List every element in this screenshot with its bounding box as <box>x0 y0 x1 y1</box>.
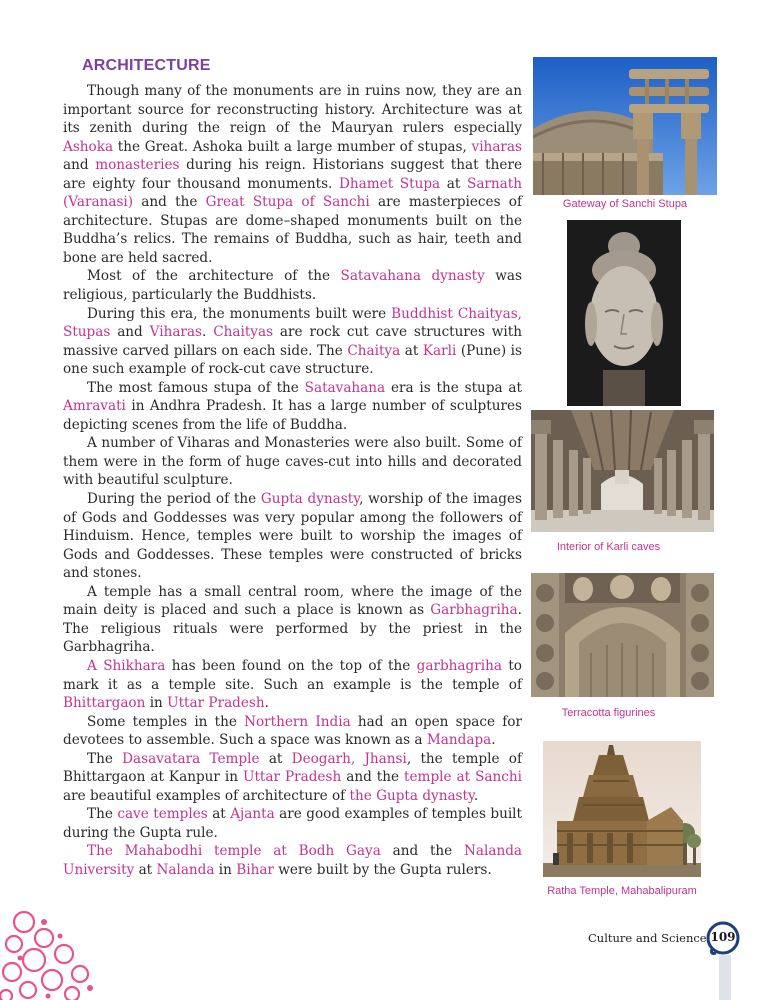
text-run: in <box>145 695 168 712</box>
text-run: at <box>400 342 423 359</box>
terracotta-photo <box>531 573 714 697</box>
highlighted-term: Gupta dynasty <box>260 491 360 508</box>
highlighted-term: monasteries <box>95 157 180 174</box>
paragraph <box>63 267 522 304</box>
highlighted-term: Dasavatara Temple <box>122 750 260 767</box>
text-run: The <box>87 750 123 767</box>
text-run: . <box>473 787 479 804</box>
highlighted-term: Bhittargaon <box>63 695 146 712</box>
text-run: era is the stupa at <box>385 379 522 396</box>
highlighted-term: Deogarh, Jhansi <box>291 750 407 767</box>
text-run: during his reign. Historians suggest that there are eighty four thousand monuments. <box>63 157 522 192</box>
text-run: are beautiful examples of architecture of <box>63 787 350 804</box>
text-run: and <box>63 157 96 174</box>
text-run: (Pune) is one such example of rock-cut cave structure. <box>63 342 522 378</box>
text-run: . <box>202 324 214 341</box>
paragraph <box>63 657 522 713</box>
highlighted-term: Garbhagriha <box>430 602 518 619</box>
highlighted-term: Uttar Pradesh <box>167 695 265 712</box>
text-run: are good examples of temples built during the Gupta rule. <box>63 806 522 841</box>
caption-sanchi: Gateway of Sanchi Stupa <box>562 198 688 210</box>
highlighted-term: A Shikhara <box>87 657 166 674</box>
text-run: The most famous stupa of the <box>87 379 305 396</box>
paragraph <box>63 583 522 657</box>
page-edge-strip <box>719 955 731 1000</box>
text-run: at <box>207 806 231 823</box>
text-run: in Andhra Pradesh. It has a large number of sculptures depicting scenes from the life of Buddha. <box>63 398 522 433</box>
text-run: . The religious rituals were performed by the priest in the Garbhagriha. <box>63 602 522 656</box>
text-run: at <box>440 175 467 192</box>
ratha-temple-photo <box>543 741 701 877</box>
highlighted-term: Great Stupa of Sanchi <box>205 194 370 211</box>
highlighted-term: Nalanda <box>156 861 215 878</box>
highlighted-term: Mandapa <box>426 732 492 749</box>
text-run: had an open space for devotees to assemble. Such a space was known as a <box>63 713 522 749</box>
text-run: were built by the Gupta rulers. <box>273 861 492 878</box>
highlighted-term: Satavahana <box>304 379 386 396</box>
highlighted-term: viharas <box>471 138 522 155</box>
highlighted-term: Bihar <box>236 861 274 878</box>
highlighted-term: The Mahabodhi temple at Bodh Gaya <box>87 843 381 860</box>
text-run: Though many of the monuments are in ruins now, they are an important source for reconstructing history. Architecture was at its zenith during the reign of the Mauryan rulers especially <box>63 83 522 137</box>
highlighted-term: Amravati <box>63 398 126 415</box>
highlighted-term: Viharas <box>149 324 203 341</box>
text-run: Some temples in the <box>87 713 245 730</box>
text-run: at <box>259 750 292 767</box>
highlighted-term: Karli <box>422 342 457 359</box>
text-run: During this era, the monuments built were <box>87 305 392 322</box>
footer-label: Culture and Science <box>588 931 707 945</box>
text-run: , worship of the images of Gods and Goddesses was very popular among the followers of Hinduism. Hence, temples were built to worship the images of Gods and Goddesses. These temples were constructed of bricks and stones. <box>63 491 523 582</box>
paragraph <box>63 379 522 435</box>
body-text <box>63 82 522 880</box>
text-run: was religious, particularly the Buddhists. <box>63 268 522 304</box>
highlighted-term: Uttar Pradesh <box>243 769 342 786</box>
highlighted-term: cave temples <box>117 806 208 823</box>
karli-caves-photo <box>531 410 714 532</box>
text-run: are masterpieces of architecture. Stupas are dome–shaped monuments built on the Buddha’s relics. The remains of Buddha, such as hair, teeth and bone are held sacred. <box>63 194 523 266</box>
text-run: A temple has a small central room, where the image of the main deity is placed and such a place is known as <box>63 583 522 619</box>
text-run: A number of Viharas and Monasteries were also built. Some of them were in the form of huge caves-cut into hills and decorated with beautiful sculpture. <box>63 435 522 489</box>
caption-terracotta: Terracotta figurines <box>561 707 656 719</box>
paragraph <box>63 713 522 750</box>
text-run: . <box>264 695 269 712</box>
highlighted-term: temple at Sanchi <box>404 769 522 786</box>
text-run: The <box>87 806 118 823</box>
section-heading: ARCHITECTURE <box>82 57 211 74</box>
page-number: 109 <box>710 930 736 944</box>
highlighted-term: Ajanta <box>230 806 275 823</box>
text-run: in <box>214 861 237 878</box>
text-run: and the <box>133 194 206 211</box>
text-run: and the <box>380 843 464 860</box>
highlighted-term: Ashoka <box>63 138 114 155</box>
highlighted-term: Northern India <box>244 713 351 730</box>
text-run: has been found on the top of the <box>165 657 417 674</box>
highlighted-term: Buddhist Chaityas, Stupas <box>63 305 522 341</box>
decorative-circles-icon <box>0 902 110 1000</box>
caption-ratha: Ratha Temple, Mahabalipuram <box>547 885 697 897</box>
text-run: to mark it as a temple site. Such an example is the temple of <box>63 657 522 693</box>
highlighted-term: garbhagriha <box>416 657 502 674</box>
text-run: and the <box>341 769 405 786</box>
paragraph <box>63 82 522 267</box>
highlighted-term: the Gupta dynasty <box>349 787 474 804</box>
text-run: the Great. Ashoka built a large mumber of stupas, <box>113 138 472 155</box>
text-run: at <box>134 861 157 878</box>
paragraph <box>63 434 522 490</box>
paragraph <box>63 490 522 583</box>
sanchi-gateway-photo <box>533 57 717 195</box>
text-run: . <box>491 732 496 749</box>
highlighted-term: Sarnath (Varanasi) <box>63 175 522 211</box>
highlighted-term: Nalanda University <box>63 843 523 878</box>
buddha-head-photo <box>567 220 681 406</box>
text-run: are rock cut cave structures with massive carved pillars on each side. The <box>63 324 522 359</box>
text-run: Most of the architecture of the <box>87 268 341 285</box>
highlighted-term: Dhamet Stupa <box>339 175 441 192</box>
paragraph <box>63 842 522 879</box>
highlighted-term: Chaitya <box>347 342 401 359</box>
caption-karli: Interior of Karli caves <box>556 541 661 553</box>
text-run: , the temple of Bhittargaon at Kanpur in <box>63 750 522 786</box>
highlighted-term: Satavahana dynasty <box>340 268 485 285</box>
text-run: During the period of the <box>87 491 261 508</box>
paragraph <box>63 305 522 379</box>
highlighted-term: Chaityas <box>213 324 274 341</box>
text-run: and <box>110 324 150 341</box>
paragraph <box>63 805 522 842</box>
paragraph <box>63 750 522 806</box>
